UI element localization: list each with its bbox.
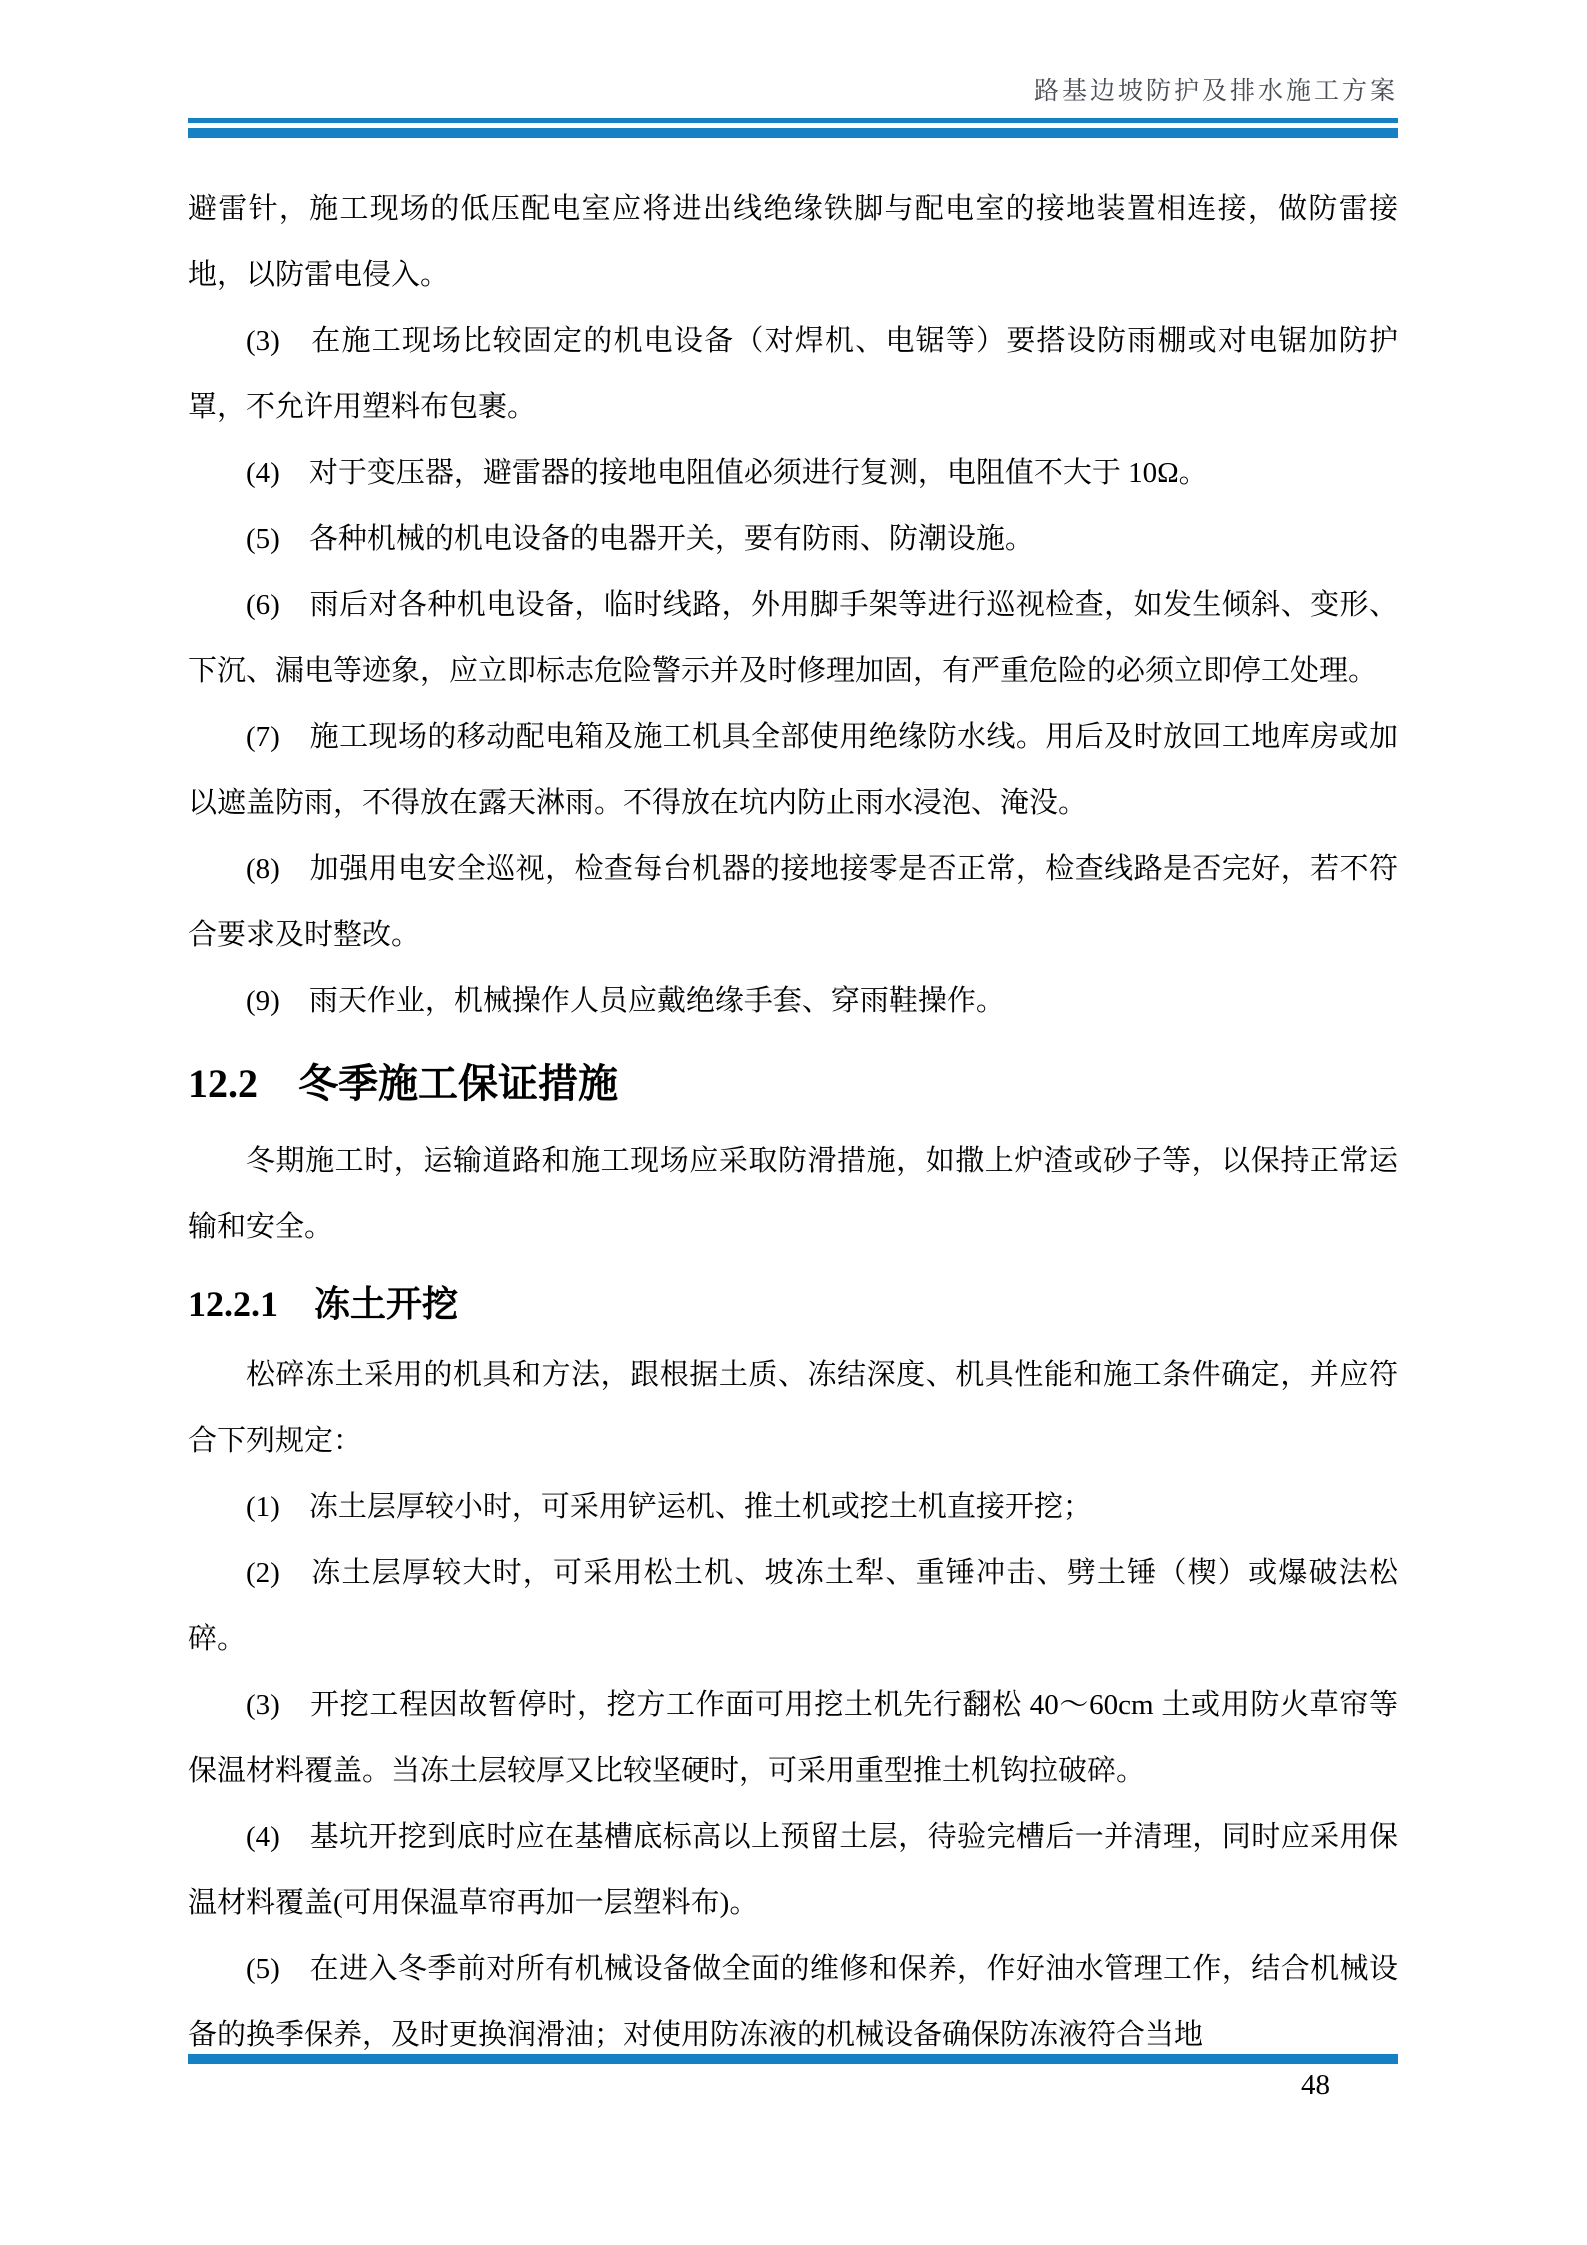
paragraph: (4) 对于变压器，避雷器的接地电阻值必须进行复测，电阻值不大于 10Ω。 [246, 457, 1208, 489]
header-title: 路基边坡防护及排水施工方案 [1033, 78, 1398, 105]
document-body [188, 176, 1398, 2068]
paragraph: 松碎冻土采用的机具和方法，跟根据土质、冻结深度、机具性能和施工条件确定，并应符合下列规定： [188, 1359, 1398, 1457]
subsection-heading [188, 1282, 1398, 1326]
paragraph: (3) 在施工现场比较固定的机电设备（对焊机、电锯等）要搭设防雨棚或对电锯加防护罩，不允许用塑料布包裹。 [188, 325, 1398, 423]
paragraph: (1) 冻土层厚较小时，可采用铲运机、推土机或挖土机直接开挖； [246, 1491, 1092, 1523]
paragraph: (5) 在进入冬季前对所有机械设备做全面的维修和保养，作好油水管理工作，结合机械设备的换季保养，及时更换润滑油；对使用防冻液的机械设备确保防冻液符合当地 [188, 1953, 1398, 2051]
paragraph: 避雷针，施工现场的低压配电室应将进出线绝缘铁脚与配电室的接地装置相连接，做防雷接地，以防雷电侵入。 [188, 193, 1398, 291]
heading-number: 12.2.1 [188, 1284, 278, 1324]
footer-rule [188, 2054, 1398, 2064]
paragraph: (4) 基坑开挖到底时应在基槽底标高以上预留土层，待验完槽后一并清理，同时应采用保温材料覆盖(可用保温草帘再加一层塑料布)。 [188, 1821, 1398, 1919]
paragraph: (5) 各种机械的机电设备的电器开关，要有防雨、防潮设施。 [246, 523, 1034, 555]
heading-title: 冬季施工保证措施 [298, 1061, 618, 1106]
paragraph: (7) 施工现场的移动配电箱及施工机具全部使用绝缘防水线。用后及时放回工地库房或加以遮盖防雨，不得放在露天淋雨。不得放在坑内防止雨水浸泡、淹没。 [188, 721, 1398, 819]
heading-title: 冻土开挖 [314, 1284, 459, 1324]
header-rule-thick [188, 128, 1398, 138]
paragraph: (3) 开挖工程因故暂停时，挖方工作面可用挖土机先行翻松 40～60cm 土或用防火草帘等保温材料覆盖。当冻土层较厚又比较坚硬时，可采用重型推土机钩拉破碎。 [188, 1689, 1398, 1787]
paragraph: (6) 雨后对各种机电设备，临时线路，外用脚手架等进行巡视检查，如发生倾斜、变形、下沉、漏电等迹象，应立即标志危险警示并及时修理加固，有严重危险的必须立即停工处理。 [188, 589, 1398, 687]
paragraph: 冬期施工时，运输道路和施工现场应采取防滑措施，如撒上炉渣或砂子等，以保持正常运输和安全。 [188, 1145, 1398, 1243]
page-number: 48 [1301, 2069, 1330, 2101]
heading-number: 12.2 [188, 1061, 258, 1106]
section-heading [188, 1060, 1398, 1108]
paragraph: (2) 冻土层厚较大时，可采用松土机、坡冻土犁、重锤冲击、劈土锤（楔）或爆破法松碎。 [188, 1557, 1398, 1655]
paragraph: (9) 雨天作业，机械操作人员应戴绝缘手套、穿雨鞋操作。 [246, 985, 1005, 1017]
page-footer [188, 2054, 1398, 2102]
paragraph: (8) 加强用电安全巡视，检查每台机器的接地接零是否正常，检查线路是否完好，若不符合要求及时整改。 [188, 853, 1398, 951]
page-header [188, 0, 1398, 138]
